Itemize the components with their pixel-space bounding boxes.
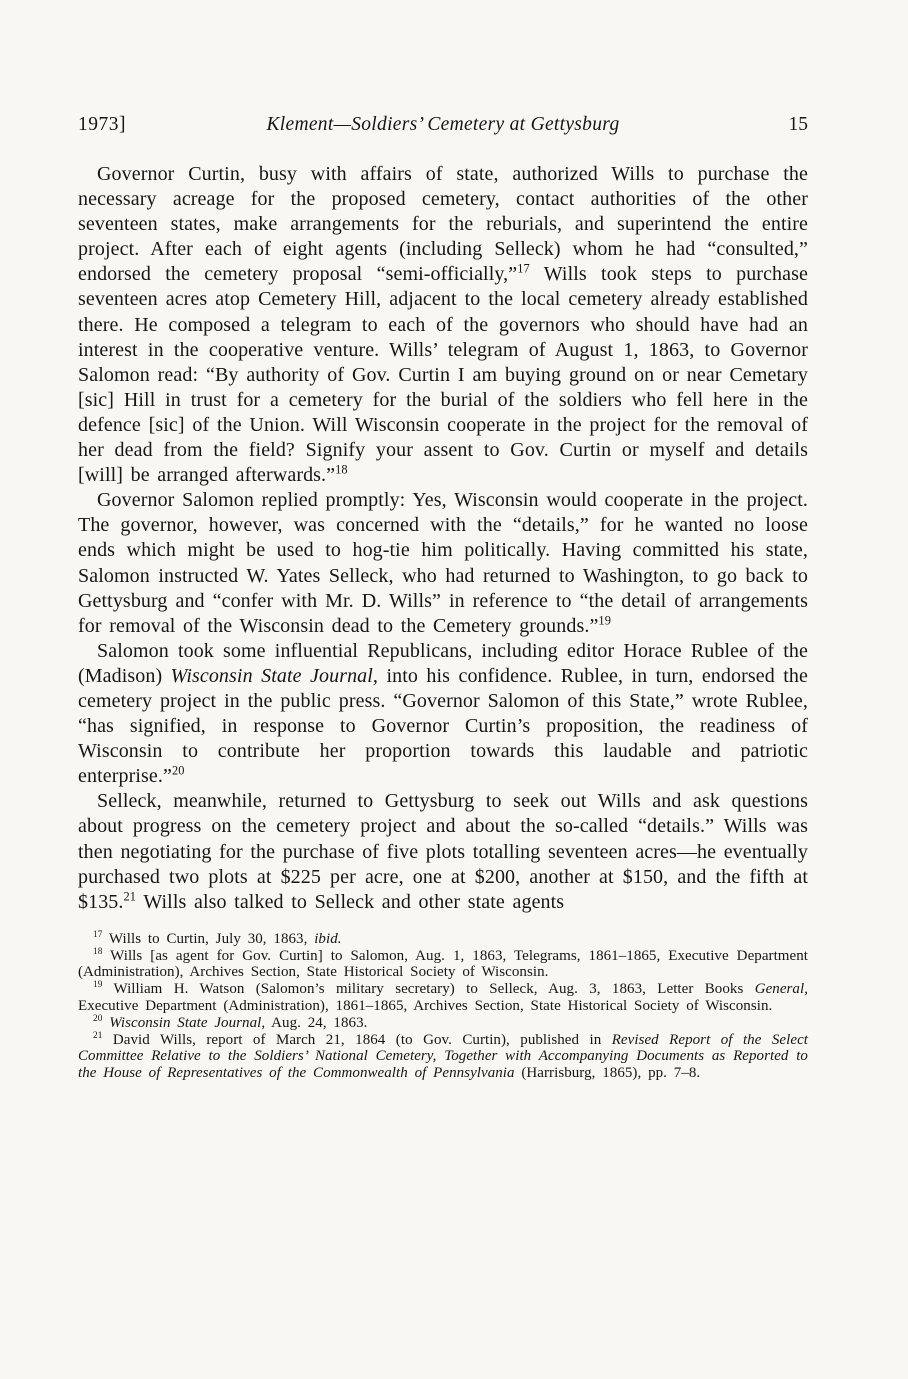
footnote-marker: 20 — [171, 763, 185, 778]
text-run: Salomon took some influential Republicans, including editor Horace Rublee of the (Madison) — [78, 639, 808, 687]
footnotes — [78, 931, 808, 1082]
text-run: Executive Department (Administration), 1861–1865, Archives Section, State Historical Society of Wisconsin. — [78, 998, 773, 1014]
text-run: Wills to Curtin, July 30, 1863, — [102, 930, 315, 947]
body-paragraph — [78, 639, 808, 790]
footnote-marker: 18 — [93, 946, 103, 957]
header-year: 1973] — [78, 114, 126, 135]
footnote-marker: 17 — [93, 929, 103, 940]
text-run: Governor Curtin, busy with affairs of state, authorized Wills to purchase the necessary acreage for the proposed cemetery, contact authorities of the other seventeen states, make arrangements for the reburials, and superintend the entire project. After each of eight agents (including Selleck) whom he had “consulted,” endorsed the cemetery proposal “semi-officially,” — [78, 163, 808, 286]
text-run: Wills also talked to Selleck and other state agents — [136, 890, 565, 913]
text-run: Wills took steps to purchase seventeen acres atop Cemetery Hill, adjacent to the local cemetery already established there. He composed a telegram to each of the governors who should have had an interest in the cooperative venture. Wills’ telegram of August 1, 1863, to Governor Salomon read: “By authority of Gov. Curtin I am buying ground on or near Cemetary [sic] Hill in trust for a cemetery for the burial of the soldiers who fell here in the defence [sic] of the Union. Will Wisconsin cooperate in the project for the removal of her dead from the field? Signify your assent to Gov. Curtin or myself and details [will] be arranged afterwards.” — [78, 263, 808, 487]
italic-text: ibid. — [314, 930, 342, 947]
italic-text: Wisconsin State Journal, — [170, 664, 379, 687]
footnote-marker: 21 — [123, 889, 137, 904]
body-paragraph — [78, 162, 808, 488]
footnote-marker: 18 — [335, 462, 348, 477]
text-run: Aug. 24, 1863. — [265, 1014, 368, 1031]
text-run: Selleck, meanwhile, returned to Gettysburg to seek out Wills and ask questions about progress on the cemetery project and about the so-called “details.” Wills was then negotiating for the purchase of five plots totalling seventeen acres—he eventually purchased two plots at $225 per acre, one at $200, another at $150, and the fifth at $135. — [78, 790, 808, 913]
footnote — [78, 931, 808, 948]
body-paragraph — [78, 789, 808, 914]
footnote-marker: 19 — [93, 980, 103, 991]
footnote-marker: 19 — [598, 613, 612, 628]
text-run: David Wills, report of March 21, 1864 (to Gov. Curtin), published in — [102, 1031, 612, 1048]
footnote-marker: 17 — [517, 261, 530, 276]
running-header — [78, 112, 808, 138]
text-block — [78, 112, 808, 1082]
footnote — [78, 1015, 808, 1032]
footnote-marker: 21 — [93, 1030, 103, 1041]
text-run: Wills [as agent for Gov. Curtin] to Salomon, Aug. 1, 1863, Telegrams, 1861–1865, Executive Department (Administration), Archives Section, State Historical Society of Wisconsin. — [78, 947, 808, 981]
body-text — [78, 162, 808, 915]
text-run: (Harrisburg, 1865), pp. 7–8. — [514, 1065, 701, 1082]
footnote — [78, 1032, 808, 1082]
italic-text: Revised Report of the Select Committee Relative to the Soldiers’ National Cemetery, Together with Accompanying Documents as Reported to the House of Representatives of the Commonwealth of Pennsylvania — [78, 1031, 808, 1082]
header-title: Klement—Soldiers’ Cemetery at Gettysburg — [266, 114, 620, 135]
footnote — [78, 948, 808, 982]
italic-text: General, — [754, 981, 808, 998]
header-page-number: 15 — [788, 114, 808, 135]
footnote-marker: 20 — [93, 1013, 103, 1024]
text-run: into his confidence. Rublee, in turn, endorsed the cemetery project in the public press. “Governor Salomon of this State,” wrote Rublee, “has signified, in response to Governor Curtin’s proposition, the readiness of Wisconsin to contribute her proportion towards this laudable and patriotic enterprise.” — [78, 664, 808, 788]
body-paragraph — [78, 488, 808, 639]
italic-text: Wisconsin State Journal, — [109, 1014, 266, 1031]
footnote — [78, 981, 808, 1015]
text-run: Governor Salomon replied promptly: Yes, Wisconsin would cooperate in the project. The governor, however, was concerned with the “details,” for he wanted no loose ends which might be used to hog-tie him politically. Having committed his state, Salomon instructed W. Yates Selleck, who had returned to Washington, to go back to Gettysburg and “confer with Mr. D. Wills” in reference to “the detail of arrangements for removal of the Wisconsin dead to the Cemetery grounds.” — [78, 489, 808, 637]
text-run: William H. Watson (Salomon’s military secretary) to Selleck, Aug. 3, 1863, Letter Books — [102, 981, 755, 998]
